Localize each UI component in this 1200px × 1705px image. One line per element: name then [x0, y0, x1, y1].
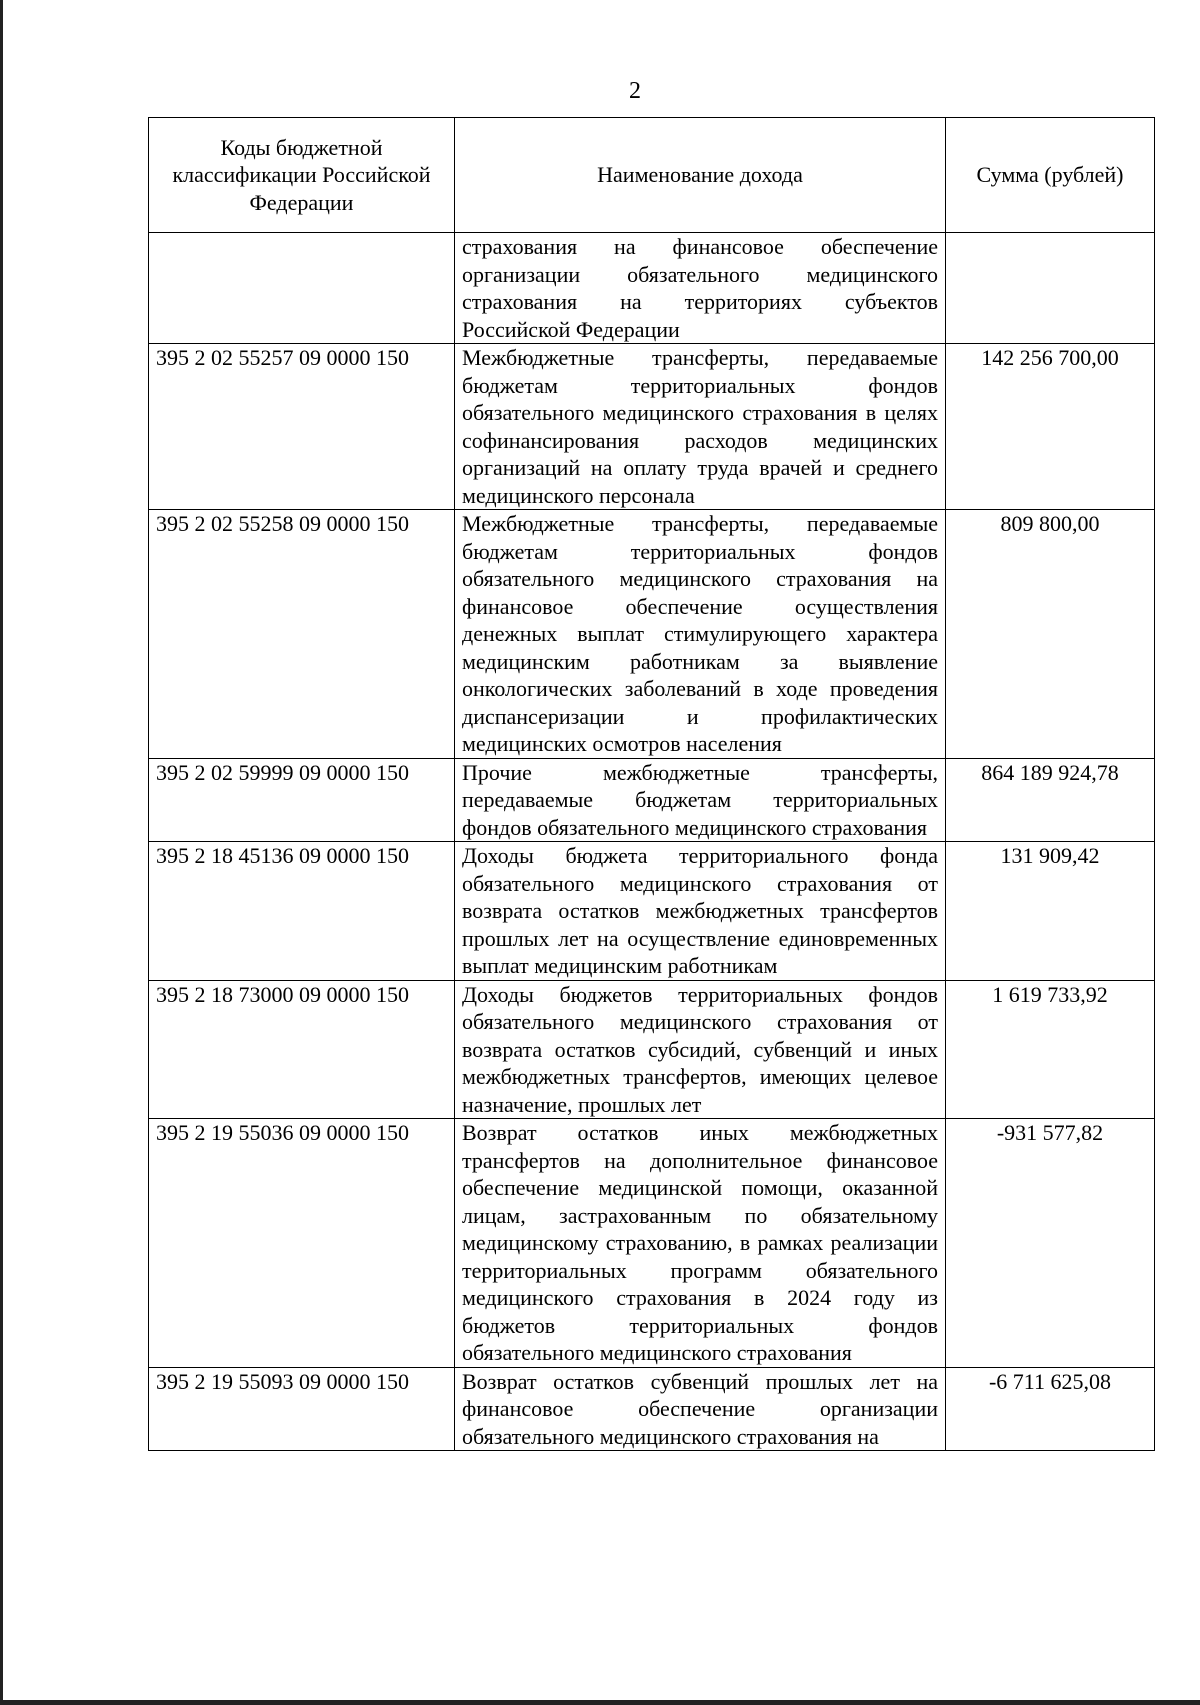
- row-code: 395 2 02 55258 09 0000 150: [149, 510, 455, 759]
- row-code: 395 2 19 55036 09 0000 150: [149, 1119, 455, 1368]
- header-code: Коды бюджетной классификации Российской Федерации: [149, 118, 455, 233]
- row-name: Возврат остатков субвенций прошлых лет на финансовое обеспечение организации обязательного медицинского страхования на: [455, 1367, 946, 1451]
- table-header-row: [149, 118, 1155, 233]
- row-sum: [946, 233, 1155, 344]
- row-name: Возврат остатков иных межбюджетных трансфертов на дополнительное финансовое обеспечение медицинской помощи, оказанной лицам, застрахованным по обязательному медицинскому страхованию, в рамках реализации территориальных программ обязательного медицинского страхования в 2024 году из бюджетов территориальных фондов обязательного медицинского страхования: [455, 1119, 946, 1368]
- row-name: Межбюджетные трансферты, передаваемые бюджетам территориальных фондов обязательного медицинского страхования на финансовое обеспечение осуществления денежных выплат стимулирующего характера медицинским работникам за выявление онкологических заболеваний в ходе проведения диспансеризации и профилактических медицинских осмотров населения: [455, 510, 946, 759]
- table-row: [149, 758, 1155, 842]
- table-row: [149, 510, 1155, 759]
- row-sum: 131 909,42: [946, 842, 1155, 981]
- table-row: [149, 233, 1155, 344]
- row-sum: -6 711 625,08: [946, 1367, 1155, 1451]
- row-code: 395 2 18 45136 09 0000 150: [149, 842, 455, 981]
- row-name: Прочие межбюджетные трансферты, передаваемые бюджетам территориальных фондов обязательного медицинского страхования: [455, 758, 946, 842]
- scan-left-edge: [0, 0, 3, 1705]
- row-name: страхования на финансовое обеспечение организации обязательного медицинского страхования на территориях субъектов Российской Федерации: [455, 233, 946, 344]
- header-name: Наименование дохода: [455, 118, 946, 233]
- table-row: [149, 344, 1155, 510]
- revenue-table: [148, 117, 1155, 1451]
- table-row: [149, 842, 1155, 981]
- row-code: [149, 233, 455, 344]
- row-sum: 864 189 924,78: [946, 758, 1155, 842]
- row-code: 395 2 02 59999 09 0000 150: [149, 758, 455, 842]
- row-name: Доходы бюджетов территориальных фондов обязательного медицинского страхования от возврата остатков субсидий, субвенций и иных межбюджетных трансфертов, имеющих целевое назначение, прошлых лет: [455, 980, 946, 1119]
- table-row: [149, 1367, 1155, 1451]
- row-sum: -931 577,82: [946, 1119, 1155, 1368]
- scan-bottom-edge: [0, 1700, 1200, 1705]
- table-row: [149, 1119, 1155, 1368]
- row-name: Доходы бюджета территориального фонда обязательного медицинского страхования от возврата остатков межбюджетных трансфертов прошлых лет на осуществление единовременных выплат медицинским работникам: [455, 842, 946, 981]
- table-row: [149, 980, 1155, 1119]
- row-sum: 1 619 733,92: [946, 980, 1155, 1119]
- row-code: 395 2 18 73000 09 0000 150: [149, 980, 455, 1119]
- row-code: 395 2 19 55093 09 0000 150: [149, 1367, 455, 1451]
- page-number: 2: [629, 78, 641, 104]
- row-name: Межбюджетные трансферты, передаваемые бюджетам территориальных фондов обязательного медицинского страхования в целях софинансирования расходов медицинских организаций на оплату труда врачей и среднего медицинского персонала: [455, 344, 946, 510]
- header-sum: Сумма (рублей): [946, 118, 1155, 233]
- row-code: 395 2 02 55257 09 0000 150: [149, 344, 455, 510]
- row-sum: 142 256 700,00: [946, 344, 1155, 510]
- row-sum: 809 800,00: [946, 510, 1155, 759]
